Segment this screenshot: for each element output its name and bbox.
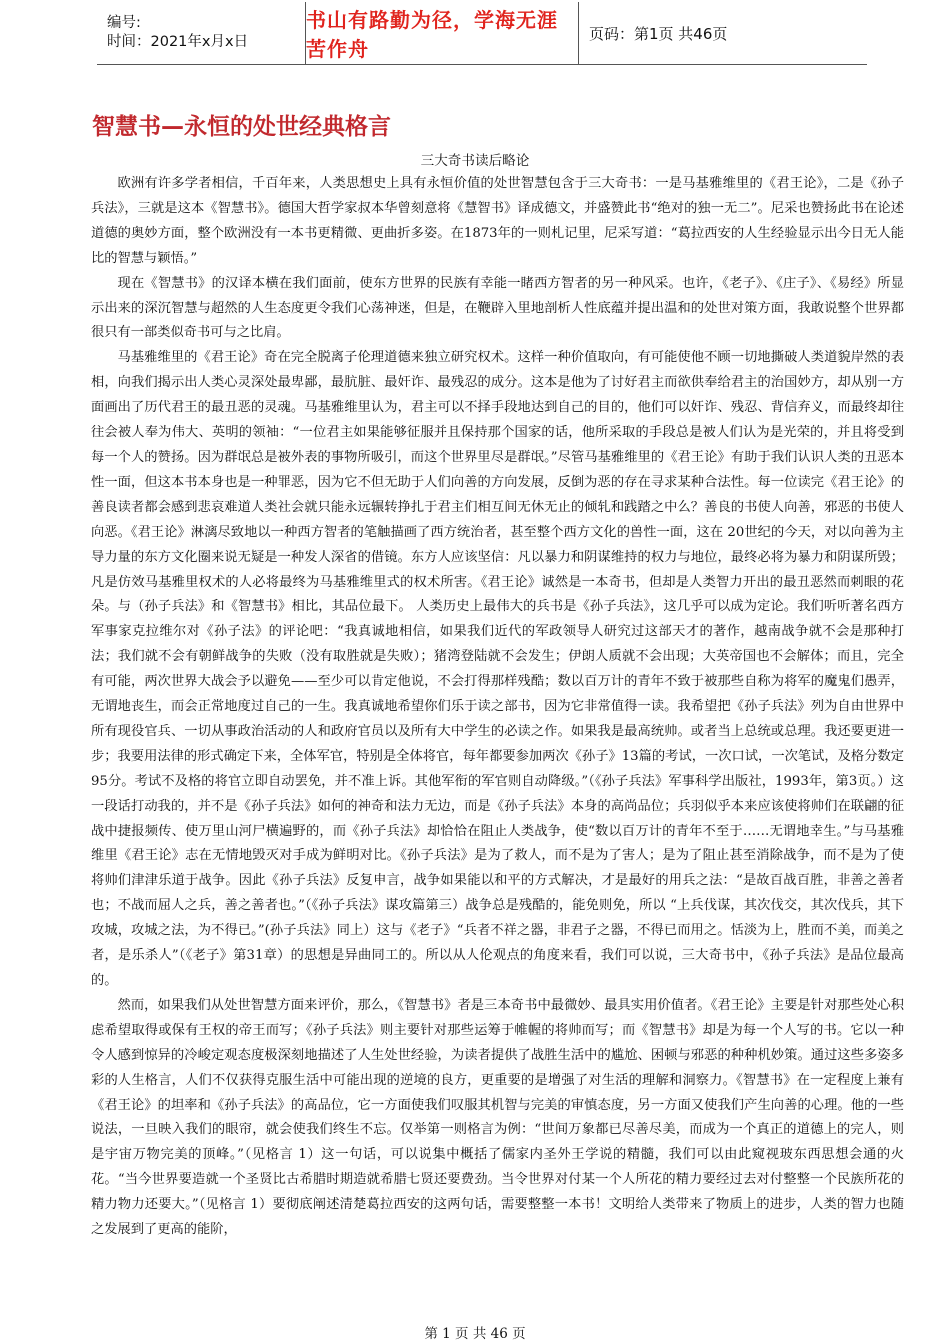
page-header bbox=[97, 2, 867, 65]
header-motto-cell bbox=[306, 2, 579, 64]
header-motto: 书山有路勤为径，学海无涯苦作舟 bbox=[306, 8, 558, 61]
body-paragraph: 欧洲有许多学者相信，千百年来，人类思想史上具有永恒价值的处世智慧包含于三大奇书：一是马基雅维里的《君王论》，二是《孙子兵法》，三就是这本《智慧书》。德国大哲学家叔本华曾刻意将《慧智书》译成德文，并盛赞此书“绝对的独一无二”。尼采也赞扬此书在论述道德的奥妙方面，整个欧洲没有一本书更精微、更曲折多姿。在1873年的一则札记里，尼采写道：“葛拉西安的人生经验显示出今日无人能比的智慧与颖悟。” bbox=[91, 176, 904, 266]
document-number-label: 编号: bbox=[107, 15, 141, 31]
document-body bbox=[91, 172, 904, 1243]
document-title: 智慧书—永恒的处世经典格言 bbox=[92, 114, 391, 140]
body-paragraph: 然而，如果我们从处世智慧方面来评价，那么，《智慧书》者是三本奇书中最微妙、最具实用价值者。《君王论》主要是针对那些处心积虑希望取得或保有王权的帝王而写；《孙子兵法》则主要针对那些运筹于帷幄的将帅而写；而《智慧书》却是为每一个人写的书。它以一种令人感到惊异的冷峻定观态度极深刻地描述了人生处世经验，为读者提供了战胜生活中的尴尬、困顿与邪恶的种种机妙策。通过这些多姿多彩的人生格言，人们不仅获得克服生活中可能出现的逆境的良方，更重要的是增强了对生活的理解和洞察力。《智慧书》在一定程度上兼有《君王论》的坦率和《孙子兵法》的高品位，它一方面使我们叹服其机智与完美的审慎态度，另一方面又使我们产生向善的心理。他的一些说法，一旦映入我们的眼帘，就会使我们终生不忘。仅举第一则格言为例：“世间万象都已尽善尽美，而成为一个真正的道德上的完人，则是宇宙万物完美的顶峰。”（见格言 1）这一句话，可以说集中概括了儒家内圣外王学说的精髓，我们可以由此窥视玻东西思想会通的火花。“当今世界要造就一个圣贤比古希腊时期造就希腊七贤还要费劲。当令世界对付某一个人所花的精力要经过去对付整整一个民族所花的精力物力还要大。”（见格言 1）要彻底阐述清楚葛拉西安的这两句话，需要整整一本书！文明给人类带来了物质上的进步，人类的智力也随之发展到了更高的能阶， bbox=[91, 997, 904, 1238]
header-page-info: 页码：第1页 共46页 bbox=[589, 24, 728, 43]
body-paragraph: 马基雅维里的《君王论》奇在完全脱离子伦理道德来独立研究权术。这样一种价值取向，有可能使他不顾一切地撕破人类道貌岸然的表相，向我们揭示出人类心灵深处最卑鄙，最肮脏、最奸诈、最残忍的成分。这本是他为了讨好君主而欲供奉给君主的治国妙方，却从别一方面画出了历代君王的最丑恶的灵魂。马基雅维里认为，君主可以不择手段地达到自己的目的，他们可以奸诈、残忍、背信弃义，而最终却往往会被人奉为伟大、英明的领袖：“一位君主如果能够征服并且保持那个国家的话，他所采取的手段总是被人们认为是光荣的，并且将受到每一个人的赞扬。因为群氓总是被外表的事物所吸引，而这个世界里尽是群氓。”尽管马基雅维里的《君王论》有助于我们认识人类的丑恶本性一面，但这本书本身也是一种罪恶，因为它不但无助于人们向善的方向发展，反倒为恶的存在寻求某种合法性。每一位读完《君王论》的善良读者都会感到悲哀难道人类社会就只能永远辗转挣扎于君主们相互间无休无止的倾轧和践踏之中么？善良的书使人向善，邪恶的书使人向恶。《君王论》淋漓尽致地以一种西方智者的笔触描画了西方统治者，甚至整个西方文化的兽性一面，这在 20世纪的今天，对以向善为主导力量的东方文化圈来说无疑是一种发人深省的借镜。东方人应该坚信：凡以暴力和阴谋维持的权力与地位，最终必将为暴力和阴谋所毁；凡是仿效马基雅里权术的人必将最终为马基雅维里式的权术所害。《君王论》诚然是一本奇书，但却是人类智力开出的最丑恶然而刺眼的花朵。与（孙子兵法》和《智慧书》相比，其品位最下。 人类历史上最伟大的兵书是《孙子兵法》，这几乎可以成为定论。我们听听著名西方军事家克拉维尔对《孙子法》的评论吧：“我真诚地相信，如果我们近代的军政领导人研究过这部天才的著作，越南战争就不会是那种打法；我们就不会有朝鲜战争的失败（没有取胜就是失败）；猪湾登陆就不会发生；伊朗人质就不会出现；大英帝国也不会解体；而且，完全有可能，两次世界大战会予以避免——至少可以肯定他说，不会打得那样残酷；数以百万计的青年不致于被那些自称为将军的魔鬼们愚弄，无谓地丧生，而会正常地度过自己的一生。我真诚地希望你们乐于读之部书，因为它非常值得一读。我希望把《孙子兵法》列为自由世界中所有现役官兵、一切从事政治活动的人和政府官员以及所有大中学生的必读之作。如果我是最高统帅。或者当上总统或总理。我还要更进一步；我要用法律的形式确定下来，全体军官，特别是全体将官，每年都要参加两次《孙子》13篇的考试，一次口试，一次笔试，及格分数定95分。考试不及格的将官立即自动罢免，并不准上诉。其他军衔的军官则自动降级。”（《孙子兵法》军事科学出版社，1993年，第3页。）这一段话打动我的，并不是《孙子兵法》如何的神奇和法力无边，而是《孙子兵法》本身的高尚品位；兵羽似乎本来应该使将帅们在联翩的征战中捷报频传、使万里山河尸横遍野的，而《孙子兵法》却恰恰在阻止人类战争，使“数以百万计的青年不至于……无谓地幸生。”与马基雅维里《君王论》志在无情地毁灭对手成为鲜明对比。《孙子兵法》是为了救人，而不是为了害人；是为了阻止甚至消除战争，而不是为了使将帅们津津乐道于战争。因此《孙子兵法》反复申言，战争如果能以和平的方式解决，才是最好的用兵之法：“是故百战百胜，非善之善者也；不战而屈人之兵，善之善者也。”（《孙子兵法》谋攻篇第三）战争总是残酷的，能免则免，所以 “上兵伐谋，其次伐交，其次伐兵，其下攻城，攻城之法，为不得已。”(孙子兵法》同上）这与《老子》“兵者不祥之器，非君子之器，不得已而用之。恬淡为上，胜而不美，而美之者，是乐杀人”（《老子》第31章）的思想是异曲同工的。所以从人伦观点的角度来看，我们可以说，三大奇书中，《孙子兵法》是品位最高的。 bbox=[91, 350, 904, 988]
page-footer: 第 1 页 共 46 页 bbox=[424, 1326, 526, 1342]
document-time-label: 时间：2021年x月x日 bbox=[107, 34, 249, 50]
body-paragraph: 现在《智慧书》的汉译本横在我们面前，使东方世界的民族有幸能一睹西方智者的另一种风采。也许，《老子》、《庄子》、《易经》所显示出来的深沉智慧与超然的人生态度更令我们心荡神迷，但是，在鞭辟入里地剖析人性底蕴并提出温和的处世对策方面，我敢说整个世界都很只有一部类似奇书可与之比肩。 bbox=[91, 275, 904, 341]
document-subtitle: 三大奇书读后略论 bbox=[420, 153, 530, 169]
header-meta bbox=[97, 2, 306, 64]
